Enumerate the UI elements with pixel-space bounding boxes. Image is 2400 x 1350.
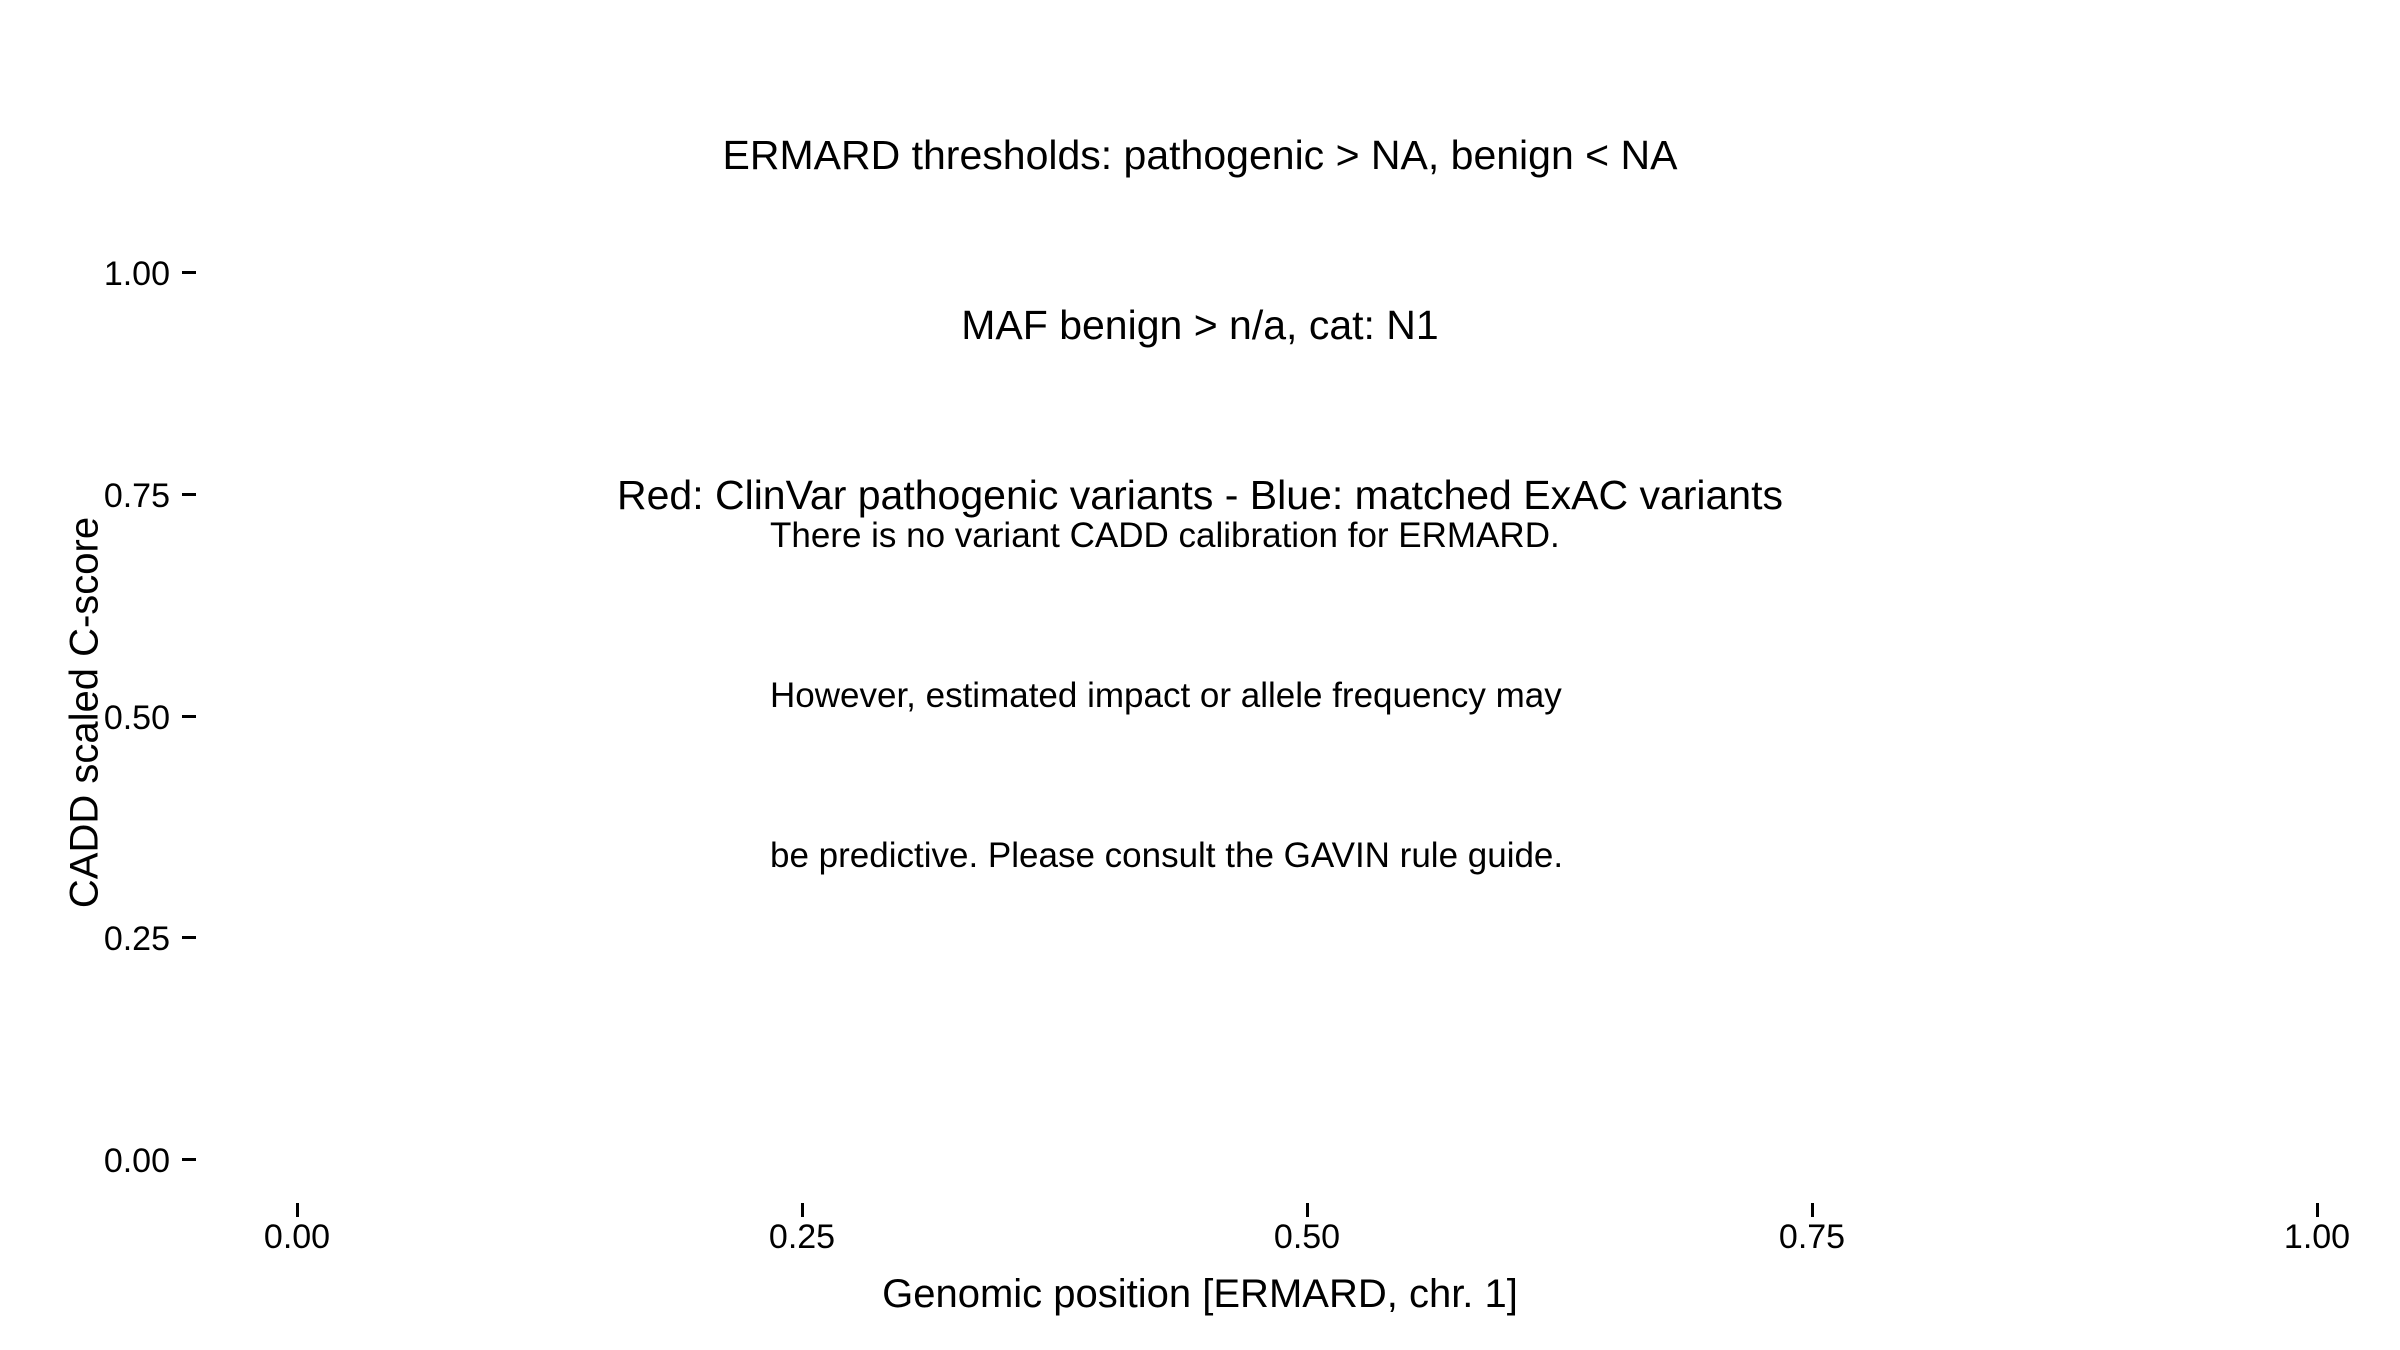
x-tick-label-0.75: 0.75 — [1778, 1218, 1846, 1256]
chart-title-line-3: Red: ClinVar pathogenic variants - Blue: matched ExAC variants — [616, 471, 1784, 518]
y-tick-label-0.00: 0.00 — [103, 1142, 170, 1180]
y-tick-mark-1.00 — [182, 271, 196, 274]
chart-title-line-2: MAF benign > n/a, cat: N1 — [961, 301, 1439, 348]
y-tick-mark-0.50 — [182, 715, 196, 718]
y-axis-label: CADD scaled C-score — [62, 516, 107, 909]
x-tick-mark-0.25 — [801, 1203, 804, 1217]
y-tick-label-0.75: 0.75 — [103, 477, 170, 515]
y-tick-mark-0.00 — [182, 1158, 196, 1161]
plot-annotation-line-3: be predictive. Please consult the GAVIN rule guide. — [770, 835, 1564, 875]
x-tick-mark-1.00 — [2316, 1203, 2319, 1217]
x-axis-label: Genomic position [ERMARD, chr. 1] — [882, 1272, 1518, 1316]
x-tick-label-1.00: 1.00 — [2283, 1218, 2351, 1256]
x-tick-mark-0.75 — [1811, 1203, 1814, 1217]
y-tick-label-1.00: 1.00 — [103, 255, 170, 293]
y-tick-mark-0.25 — [182, 936, 196, 939]
chart-title-line-1: ERMARD thresholds: pathogenic > NA, benign < NA — [722, 132, 1678, 179]
plot-annotation-line-1: There is no variant CADD calibration for ERMARD. — [770, 516, 1560, 556]
y-tick-label-0.25: 0.25 — [103, 920, 170, 958]
y-tick-mark-0.75 — [182, 493, 196, 496]
y-tick-label-0.50: 0.50 — [103, 699, 170, 737]
plot-annotation-line-2: However, estimated impact or allele frequency may — [770, 675, 1562, 715]
x-tick-label-0.25: 0.25 — [768, 1218, 836, 1256]
x-tick-label-0.00: 0.00 — [263, 1218, 331, 1256]
x-tick-mark-0.00 — [296, 1203, 299, 1217]
plot-annotation — [770, 403, 1870, 988]
x-tick-label-0.50: 0.50 — [1273, 1218, 1341, 1256]
x-tick-mark-0.50 — [1306, 1203, 1309, 1217]
